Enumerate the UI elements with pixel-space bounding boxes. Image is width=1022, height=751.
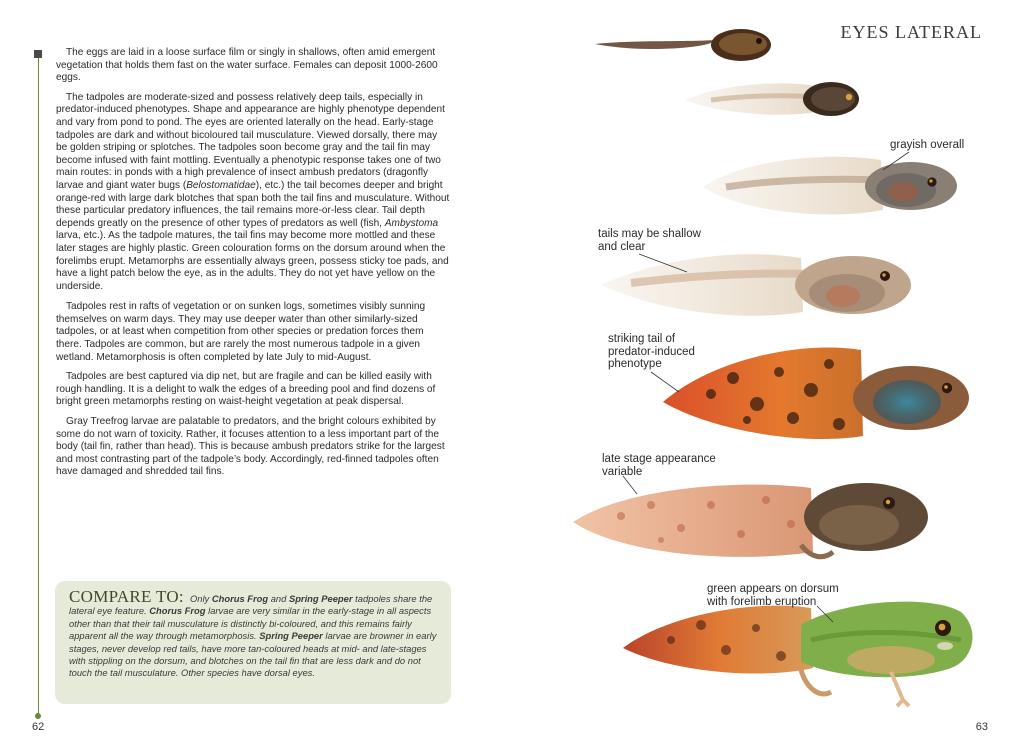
compare-text-4: larvae are very similar in the early-stage in all aspects other than that their tail musculature is distinctly bi-coloured, and this remains fairly apparent all the way through metamorphosis. [69, 605, 432, 642]
page-number-left: 62 [32, 721, 45, 733]
label-shallow-line-1: tails may be shallow [598, 228, 701, 240]
label-grayish-line: grayish overall [890, 139, 965, 151]
paragraph-eggs: The eggs are laid in a loose surface film or singly in shallows, often amid emergent vegetation that holds them fast on the water surface. Females can deposit 1000-2600 eggs. [56, 47, 438, 84]
label-striking-tail [608, 333, 695, 371]
label-green-dorsum [707, 583, 839, 608]
ambystoma-term: Ambystoma [384, 217, 439, 229]
label-green-line-1: green appears on dorsum [707, 583, 839, 595]
tadpole-forelimb-eruption [623, 602, 972, 706]
compare-to-text [69, 587, 441, 680]
margin-rule-dot [35, 713, 41, 719]
right-page [511, 0, 1022, 751]
species-spring-peeper-2: Spring Peeper [259, 630, 323, 642]
species-chorus-frog: Chorus Frog [211, 593, 269, 604]
paragraph-behaviour: Tadpoles rest in rafts of vegetation or on sunken logs, sometimes visibly sunning themselves on warm days. They may use deeper water than other similarly-sized tadpoles, or at least when competition from other species or predation forces them there. Tadpoles are common, but are rarely the most numerous tadpole in a given wetland. Metamorphosis is often completed by late July to mid-August. [56, 301, 426, 363]
species-chorus-frog-2: Chorus Frog [149, 605, 206, 617]
tadpole-illustrations [511, 0, 1022, 751]
paragraph-tadpoles-text-3: larva, etc.). As the tadpole matures, the tail fins may become more mottled and these later stages are highly plastic. Green colouration forms on the dorsum around when the forelimbs erupt. Metamorphs are essentially always green, possess sticky toe pads, and have a light patch below the eye, as in the adults. They do not yet have yellow on the underside. [56, 230, 449, 292]
label-late-stage [602, 453, 716, 478]
label-late-line-1: late stage appearance [602, 453, 716, 465]
paragraph-tadpoles [56, 92, 451, 294]
label-striking-line-2: predator-induced [608, 345, 695, 358]
margin-rule-square [34, 50, 42, 58]
label-striking-line-3: phenotype [608, 358, 662, 370]
compare-text-1: Only [189, 593, 212, 604]
label-green-line-2: with forelimb eruption [707, 595, 817, 608]
label-striking-line-1: striking tail of [608, 333, 676, 345]
belostomatidae-term: Belostomatidae [186, 179, 256, 191]
body-text [56, 47, 451, 486]
label-late-line-2: variable [602, 465, 643, 478]
tadpole-grayish [703, 157, 957, 215]
tadpole-early-stage [595, 29, 771, 61]
tadpole-early-dark-head [685, 82, 859, 116]
section-title: EYES LATERAL [840, 22, 982, 42]
species-spring-peeper: Spring Peeper [288, 593, 353, 604]
paragraph-tadpoles-text-1: The tadpoles are moderate-sized and possess relatively deep tails, especially in predator-induced phenotypes. Shape and appearance are highly phenotype dependent and vary from pond to pond. The eyes are oriented laterally on the head. Early-stage tadpoles are dark and without bicoloured tail musculature. Viewed dorsally, there may be golden striping or splotches. The tadpoles soon become gray and the tail fin may become infused with faint mottling. Eventually a phenotypic response takes one of two main routes: in ponds with a high prevalence of insect ambush predators (dragonfly larvae and giant water bugs ( [56, 91, 445, 191]
compare-text-3: tadpoles share the lateral eye feature. [69, 593, 433, 617]
paragraph-predators: Gray Treefrog larvae are palatable to predators, and the bright colours exhibited by some do not warn of toxicity. Rather, it focuses attention to a less important part of the body (tail fin, rather than head). This is because ambush predators strike for the largest and most contrasting part of the tadpole’s body. Accordingly, red-finned tadpoles often have damaged and shredded tail fins. [56, 416, 445, 478]
compare-text-5: larvae are browner in early stages, never develop red tails, have more tan-coloured heads at mid- and late-stages with stippling on the dorsum, and blotches on the tail fin that are less dark and do not touch the tail musculature. Other species have dorsal eyes. [69, 630, 437, 679]
tadpole-late-stage [573, 483, 928, 557]
label-shallow-clear [598, 228, 701, 253]
compare-to-heading: COMPARE TO: [69, 587, 184, 606]
compare-to-box [55, 581, 451, 704]
tadpole-predator-induced [663, 347, 969, 439]
tadpole-shallow-clear [601, 254, 911, 316]
paragraph-tadpoles-text-2: ), etc.) the tail becomes deeper and bright orange-red with large dark blotches that span both the tail fins and musculature. Without these particular predatory influences, the tail remains more-or-less clear. Tail depth depends greatly on the presence of other types of predators as well (fish, [56, 179, 450, 229]
label-grayish [890, 139, 964, 152]
margin-rule [38, 52, 39, 716]
label-shallow-line-2: and clear [598, 240, 646, 253]
page-number-right: 63 [975, 721, 988, 733]
compare-text-2: and [268, 593, 289, 604]
paragraph-capture: Tadpoles are best captured via dip net, but are fragile and can be killed easily with rough handling. It is a delight to walk the edges of a breeding pool and find dozens of bright green metamorphs resting on waist-height vegetation at peak dispersal. [56, 371, 436, 408]
